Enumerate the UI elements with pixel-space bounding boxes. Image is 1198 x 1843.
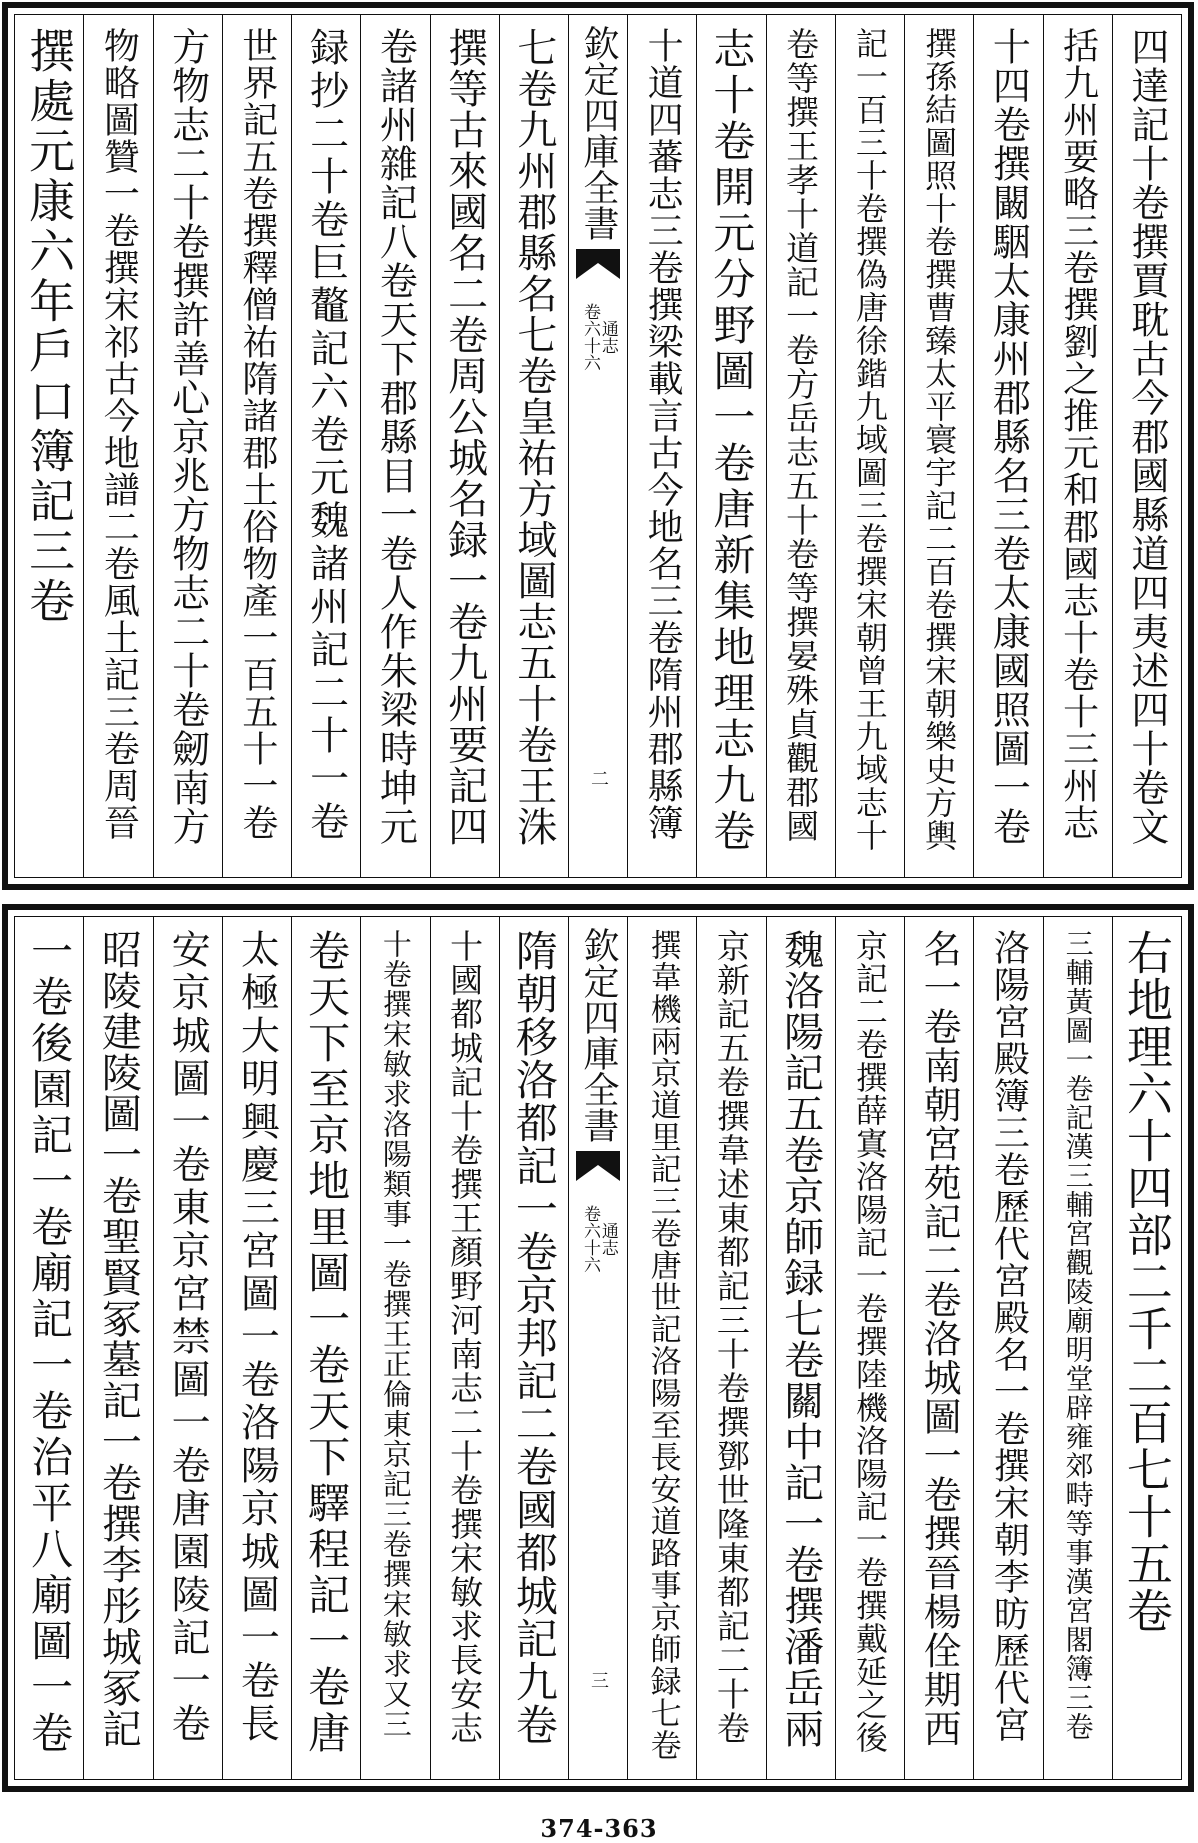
fish-tail-mark-icon [576,1151,620,1199]
center-margin [568,15,627,877]
column-text: 志十卷開元分野圖一卷唐新集地理志九卷 [707,27,757,855]
book-name: 通志 [597,1222,618,1256]
column-text: 名一卷南朝宮苑記二卷洛城圖一卷撰晉楊佺期西 [917,929,962,1748]
text-frame [14,916,1182,1780]
text-column [430,917,499,1779]
column-text: 録抄二十卷巨鼇記六卷元魏諸州記二十一卷 [303,27,349,844]
text-column [904,917,973,1779]
page-number: 374-363 [540,1814,658,1843]
column-text: 三輔黃圖一卷記漢三輔宮觀陵廟明堂辟雍郊畤等事漢宮閣簿三卷 [1061,929,1095,1741]
column-text: 物略圖贊一卷撰宋祁古今地譜二卷風土記三卷周晉 [98,27,140,841]
text-column [696,15,765,877]
column-text: 四達記十卷撰賈耽古今郡國縣道四夷述四十卷文 [1124,27,1169,846]
center-margin [568,917,627,1779]
center-title: 欽定四庫全書 [578,927,619,1143]
text-column [766,917,835,1779]
column-text: 世界記五卷撰釋僧祐隋諸郡土俗物產一百五十一卷 [236,27,278,841]
text-column [973,917,1042,1779]
text-column [222,917,291,1779]
column-text: 安京城圖一卷東京宮禁圖一卷唐園陵記一卷 [165,929,211,1746]
column-text: 昭陵建陵圖一卷聖賢冢墓記一卷撰李彤城冢記 [95,929,142,1749]
text-column [1112,15,1181,877]
text-column [499,917,568,1779]
column-text: 卷等撰王孝十道記一卷方岳志五十卷等撰晏殊貞觀郡國 [781,27,821,843]
text-column [627,15,696,877]
text-column [627,917,696,1779]
columns-right-half [15,15,1181,877]
leaf-number: 二 [588,769,609,787]
column-text: 魏洛陽記五卷京師録七卷關中記一卷撰潘岳兩 [777,929,824,1749]
text-column [15,917,83,1779]
column-text: 卷天下至京地里圖一卷天下驛程記一卷唐 [302,929,352,1757]
chapter-label: 卷六十六 [580,1205,600,1273]
column-text: 記一百三十卷撰偽唐徐鍇九域圖三卷撰宋朝曾王九域志十 [850,27,889,852]
fish-tail-mark-icon [576,249,620,297]
column-text: 七卷九州郡縣名七卷皇祐方域圖志五十卷王洙 [510,27,557,847]
text-column [766,15,835,877]
page-bottom [2,904,1194,1792]
text-column [835,15,904,877]
column-text: 十卷撰宋敏求洛陽類事一卷撰王正倫東京記三卷撰宋敏求又三 [378,929,413,1739]
text-column [360,15,429,877]
page-top [2,2,1194,890]
columns-bottom [15,917,1181,1779]
column-text: 太極大明興慶三宮圖一卷洛陽京城圖一卷長 [234,929,280,1746]
text-column [973,15,1042,877]
leaf-number: 三 [588,1671,609,1689]
text-column [1112,917,1181,1779]
center-title: 欽定四庫全書 [578,25,619,241]
column-text: 卷諸州雜記八卷天下郡縣目一卷人作朱梁時坤元 [373,27,418,846]
text-column [83,917,152,1779]
text-column [904,15,973,877]
text-column [15,15,83,877]
text-column [291,15,360,877]
text-column [83,15,152,877]
text-column [430,15,499,877]
text-column [835,917,904,1779]
text-column [1043,917,1112,1779]
column-text: 右地理六十四部二千二百七十五卷 [1119,929,1174,1634]
text-column [153,15,222,877]
column-text: 京記二卷撰薛寘洛陽記一卷撰陸機洛陽記一卷撰戴延之後 [850,929,889,1754]
column-text: 十道四蕃志三卷撰梁載言古今地名三卷隋州郡縣簿 [642,27,684,841]
text-column [153,917,222,1779]
text-column [499,15,568,877]
column-text: 括九州要略三卷撰劉之推元和郡國志十卷十三州志 [1057,27,1099,841]
column-text: 十國都城記十卷撰王顏野河南志二十卷撰宋敏求長安志 [445,929,485,1745]
text-column [1043,15,1112,877]
text-frame [14,14,1182,878]
chapter-label: 卷六十六 [580,303,600,371]
column-text: 方物志二十卷撰許善心京兆方物志二十卷劒南方 [165,27,210,846]
text-column [696,917,765,1779]
text-column [222,15,291,877]
column-text: 洛陽宮殿簿三卷歷代宮殿名一卷撰宋朝李昉歷代宮 [988,929,1030,1743]
text-column [291,917,360,1779]
column-text: 撰處元康六年戶口簿記三卷 [22,27,77,627]
column-text: 一卷後園記一卷廟記一卷治平八廟圖一卷 [25,929,75,1757]
column-text: 撰等古來國名二卷周公城名録一卷九州要記四 [441,27,488,847]
text-column [360,917,429,1779]
book-info [580,303,616,371]
column-text: 十四卷撰闞駰太康州郡縣名三卷太康國照圖一卷 [986,27,1031,846]
column-text: 撰韋機兩京道里記三卷唐世記洛陽至長安道路事京師録七卷 [644,929,681,1761]
column-text: 撰孫結圖照十卷撰曹臻太平寰宇記二百卷撰宋朝樂史方輿 [920,27,959,852]
column-text: 京新記五卷撰韋述東都記三十卷撰鄧世隆東都記二十卷 [711,929,751,1745]
book-name: 通志 [597,320,618,354]
book-info [580,1205,616,1273]
column-text: 隋朝移洛都記一卷京邦記二卷國都城記九卷 [509,929,559,1746]
